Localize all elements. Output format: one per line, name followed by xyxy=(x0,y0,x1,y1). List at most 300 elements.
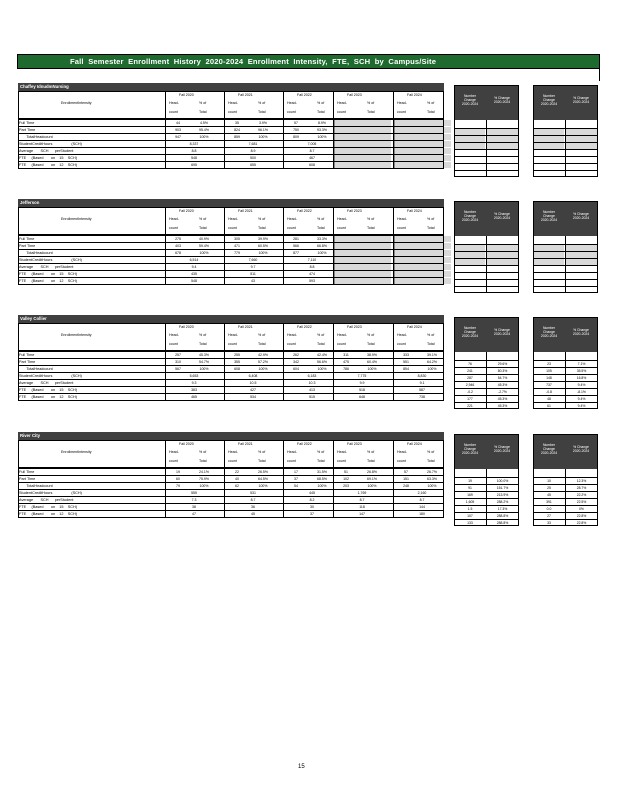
header-line: % Change xyxy=(494,212,510,216)
percent-cell: 100% xyxy=(317,251,327,255)
row-label: FTE (Based on 15 SCH) xyxy=(19,388,78,392)
headcount-cell: 54 xyxy=(294,484,298,488)
pct-change-cell: -8.1% xyxy=(577,390,586,394)
headcount-header: count xyxy=(287,226,296,230)
headcount-header: Head- xyxy=(397,450,407,454)
headcount-cell: 102 xyxy=(343,477,349,481)
value-cell: 8.8 xyxy=(191,149,197,153)
row-label: FTE (Based on 12 SCH) xyxy=(19,395,78,399)
headcount-header: Head- xyxy=(169,333,179,337)
headcount-cell: 203 xyxy=(343,484,349,488)
change-divider xyxy=(565,469,566,525)
value-cell: 8.9 xyxy=(250,149,256,153)
change-divider xyxy=(486,352,487,408)
column-divider xyxy=(333,323,334,400)
pct-header: % of xyxy=(199,333,207,337)
number-change-cell: 27 xyxy=(547,514,551,518)
header-line: Number xyxy=(463,326,477,330)
value-cell: 467 xyxy=(309,156,315,160)
headcount-header: count xyxy=(287,342,296,346)
row-label: Part Time xyxy=(19,244,36,248)
header-line: Number xyxy=(463,443,477,447)
headcount-header: Head- xyxy=(397,217,407,221)
change-panel xyxy=(533,85,598,177)
pct-change-cell: 22.2% xyxy=(576,493,587,497)
pct-header: % of xyxy=(317,333,325,337)
headcount-header: Head- xyxy=(228,101,238,105)
headcount-cell: 854 xyxy=(403,367,409,371)
header-line: Change xyxy=(464,214,476,218)
pct-header: Total xyxy=(317,459,325,463)
value-cell: 10.3 xyxy=(308,381,316,385)
year-label: 2022 xyxy=(302,209,312,213)
row-label: Part Time xyxy=(19,360,36,364)
pct-header: Total xyxy=(258,110,266,114)
pct-header: % of xyxy=(427,101,435,105)
pct-change-cell: 288.2% xyxy=(496,500,509,504)
column-divider xyxy=(333,91,334,168)
percent-cell: 64.5% xyxy=(258,477,268,481)
headcount-header: Head- xyxy=(228,450,238,454)
row-label: TotalHeadcount xyxy=(19,135,53,139)
value-cell: 7,005 xyxy=(307,142,317,146)
change-header xyxy=(534,435,597,469)
pct-header: Total xyxy=(317,110,325,114)
header-line: Change xyxy=(464,98,476,102)
campus-name: Chaffey IdnudmNursing xyxy=(18,83,444,91)
campus-block xyxy=(18,83,444,193)
number-change-cell: 177 xyxy=(467,397,473,401)
pct-header: Total xyxy=(427,110,435,114)
header-line: % Change xyxy=(573,328,589,332)
year-label: 2022 xyxy=(302,442,312,446)
year-label: 2022 xyxy=(302,93,312,97)
pct-header: % of xyxy=(317,217,325,221)
headcount-cell: 877 xyxy=(293,251,299,255)
value-cell: 648 xyxy=(359,395,365,399)
pct-change-cell: 100.0% xyxy=(496,479,509,483)
pct-header: % of xyxy=(367,450,375,454)
change-panel xyxy=(533,317,598,409)
year-label: 2023 xyxy=(352,325,362,329)
header-line: 2020-2024 xyxy=(461,451,479,455)
headcount-cell: 311 xyxy=(343,353,349,357)
year-label: 2023 xyxy=(352,442,362,446)
headcount-header: Head- xyxy=(287,101,297,105)
value-cell: 8.7 xyxy=(359,498,365,502)
campus-block xyxy=(18,315,444,425)
number-change-cell: 33 xyxy=(547,521,551,525)
fall-label: Fall xyxy=(179,93,185,97)
pct-header: % of xyxy=(258,217,266,221)
value-cell: 2,160 xyxy=(417,491,427,495)
value-cell: 9.9 xyxy=(359,381,365,385)
year-label: 2020 xyxy=(184,442,194,446)
percent-cell: 59.4% xyxy=(199,244,209,248)
value-cell: 8.7 xyxy=(419,498,425,502)
headcount-header: Head- xyxy=(287,217,297,221)
value-cell: 147 xyxy=(359,512,365,516)
header-line: 2020-2024 xyxy=(493,332,511,336)
column-divider xyxy=(393,91,394,168)
campus-name: Valley Collier xyxy=(18,315,444,323)
value-cell: 8.8 xyxy=(309,265,315,269)
headcount-cell: 403 xyxy=(175,244,181,248)
row-label: StudentCreditHours (SCH) xyxy=(19,491,82,495)
headcount-header: Head- xyxy=(169,101,179,105)
number-change-header xyxy=(456,210,484,222)
pct-change-cell: 22.5% xyxy=(576,500,587,504)
fall-label: Fall xyxy=(238,93,244,97)
value-cell: 7,775 xyxy=(357,374,367,378)
percent-cell: 100% xyxy=(427,484,437,488)
value-cell: 534 xyxy=(250,395,256,399)
percent-cell: 24.1% xyxy=(199,470,209,474)
pct-header: % of xyxy=(427,450,435,454)
headcount-header: Head- xyxy=(337,101,347,105)
row-label: Average SCH perStudent xyxy=(19,149,74,153)
percent-cell: 39.9% xyxy=(258,237,268,241)
percent-cell: 39.1% xyxy=(427,353,437,357)
column-divider xyxy=(224,91,225,168)
header-line: 2020-2024 xyxy=(572,100,590,104)
pct-header: Total xyxy=(367,110,375,114)
value-cell: 7,681 xyxy=(248,142,258,146)
value-cell: 180 xyxy=(419,512,425,516)
number-change-cell: -0.2 xyxy=(467,390,473,394)
pct-change-header xyxy=(486,96,518,104)
percent-cell: 100% xyxy=(317,367,327,371)
value-cell: 30 xyxy=(310,505,314,509)
change-panel xyxy=(454,317,519,409)
column-divider xyxy=(165,207,166,284)
headcount-cell: 310 xyxy=(175,360,181,364)
pct-change-header xyxy=(486,328,518,336)
pct-header: Total xyxy=(199,110,207,114)
headcount-header: count xyxy=(337,110,346,114)
number-change-cell: 61 xyxy=(547,404,551,408)
percent-cell: 96.1% xyxy=(258,128,268,132)
headcount-cell: 355 xyxy=(234,360,240,364)
pct-header: Total xyxy=(199,459,207,463)
number-change-cell: 105 xyxy=(546,369,552,373)
column-divider xyxy=(283,440,284,517)
pct-header: Total xyxy=(427,226,435,230)
change-panel xyxy=(533,201,598,293)
table-frame xyxy=(18,440,444,518)
value-cell: 8,337 xyxy=(189,142,199,146)
percent-cell: 100% xyxy=(367,367,377,371)
number-change-cell: 287 xyxy=(467,376,473,380)
percent-cell: 26.8% xyxy=(367,470,377,474)
pct-change-cell: 54.7% xyxy=(497,376,508,380)
fall-label: Fall xyxy=(347,325,353,329)
value-cell: 6,514 xyxy=(189,258,199,262)
headcount-header: count xyxy=(287,110,296,114)
pct-header: Total xyxy=(199,226,207,230)
number-change-header xyxy=(535,210,563,222)
headcount-cell: 262 xyxy=(293,353,299,357)
column-divider xyxy=(283,207,284,284)
headcount-cell: 305 xyxy=(234,237,240,241)
headcount-cell: 151 xyxy=(403,477,409,481)
year-label: 2021 xyxy=(243,93,253,97)
percent-cell: 100% xyxy=(258,367,268,371)
header-line: % Change xyxy=(494,96,510,100)
change-divider xyxy=(486,120,487,176)
number-change-cell: 107 xyxy=(467,514,473,518)
headcount-header: Head- xyxy=(337,333,347,337)
change-header xyxy=(534,318,597,352)
value-cell: 6,408 xyxy=(248,374,258,378)
headcount-header: Head- xyxy=(169,217,179,221)
fall-label: Fall xyxy=(179,325,185,329)
headcount-cell: 903 xyxy=(175,128,181,132)
headcount-cell: 342 xyxy=(293,360,299,364)
number-change-cell: 76 xyxy=(468,362,472,366)
value-cell: 427 xyxy=(250,388,256,392)
intensity-label: EnrollmentIntensity xyxy=(61,101,92,105)
value-cell: 608 xyxy=(309,163,315,167)
fall-label: Fall xyxy=(407,209,413,213)
headcount-header: count xyxy=(337,342,346,346)
row-label: StudentCreditHours (SCH) xyxy=(19,258,82,262)
campus-block xyxy=(18,432,444,542)
headcount-header: Head- xyxy=(397,333,407,337)
headcount-cell: 566 xyxy=(293,244,299,248)
percent-cell: 3.9% xyxy=(259,121,267,125)
percent-cell: 100% xyxy=(367,484,377,488)
row-label: Full Time xyxy=(19,121,35,125)
fall-label: Fall xyxy=(179,442,185,446)
change-divider xyxy=(486,469,487,525)
change-panel xyxy=(533,434,598,526)
headcount-cell: 57 xyxy=(294,121,298,125)
headcount-cell: 37 xyxy=(294,477,298,481)
value-cell: 43 xyxy=(251,279,255,283)
value-cell: 9.1 xyxy=(419,381,425,385)
row-label: FTE (Based on 12 SCH) xyxy=(19,512,78,516)
fall-label: Fall xyxy=(297,209,303,213)
value-cell: 445 xyxy=(309,491,315,495)
value-cell: 511 xyxy=(250,272,256,276)
change-panel xyxy=(454,85,519,177)
pct-change-cell: 45.3% xyxy=(497,404,508,408)
table-frame xyxy=(18,207,444,285)
change-header xyxy=(455,435,518,469)
percent-cell: 100% xyxy=(258,135,268,139)
row-label: Full Time xyxy=(19,353,35,357)
value-cell: 655 xyxy=(250,163,256,167)
row-label: StudentCreditHours (SCH) xyxy=(19,374,82,378)
row-label: FTE (Based on 12 SCH) xyxy=(19,163,78,167)
pct-change-cell: 288.8% xyxy=(496,521,509,525)
header-line: Change xyxy=(464,447,476,451)
value-cell: 9.7 xyxy=(250,265,256,269)
header-line: % Change xyxy=(573,445,589,449)
headcount-header: Head- xyxy=(228,217,238,221)
pct-change-header xyxy=(565,212,597,220)
header-line: Change xyxy=(543,447,555,451)
pct-change-header xyxy=(565,328,597,336)
page-number: 15 xyxy=(298,764,305,770)
value-cell: 593 xyxy=(309,279,315,283)
table-frame xyxy=(18,91,444,169)
pct-change-cell: 22.8% xyxy=(576,521,587,525)
value-cell: 383 xyxy=(191,388,197,392)
value-cell: 518 xyxy=(359,388,365,392)
value-cell: 6,183 xyxy=(307,374,317,378)
fall-label: Fall xyxy=(238,442,244,446)
headcount-cell: 79 xyxy=(176,484,180,488)
pct-header: Total xyxy=(258,459,266,463)
value-cell: 118 xyxy=(359,505,365,509)
headcount-header: count xyxy=(337,459,346,463)
headcount-cell: 22 xyxy=(235,470,239,474)
year-label: 2021 xyxy=(243,325,253,329)
percent-cell: 60.5% xyxy=(258,244,268,248)
headcount-cell: 678 xyxy=(175,251,181,255)
year-label: 2021 xyxy=(243,209,253,213)
headcount-header: Head- xyxy=(287,333,297,337)
number-change-header xyxy=(535,94,563,106)
headcount-header: count xyxy=(228,459,237,463)
header-line: Number xyxy=(542,210,556,214)
column-divider xyxy=(393,440,394,517)
pct-header: Total xyxy=(427,459,435,463)
value-cell: 8.7 xyxy=(250,498,256,502)
pct-change-cell: 45.3% xyxy=(497,383,508,387)
headcount-cell: 809 xyxy=(293,135,299,139)
value-cell: 8.7 xyxy=(309,149,315,153)
header-line: 2020-2024 xyxy=(572,216,590,220)
percent-cell: 93.3% xyxy=(317,128,327,132)
pct-header: Total xyxy=(367,226,375,230)
pct-header: Total xyxy=(367,459,375,463)
year-label: 2023 xyxy=(352,93,362,97)
header-line: Number xyxy=(542,94,556,98)
pct-change-header xyxy=(486,212,518,220)
headcount-cell: 40 xyxy=(235,477,239,481)
change-header xyxy=(455,318,518,352)
header-line: 2020-2024 xyxy=(540,451,558,455)
change-header xyxy=(455,202,518,236)
header-line: 2020-2024 xyxy=(540,102,558,106)
headcount-cell: 333 xyxy=(403,353,409,357)
header-line: Change xyxy=(543,330,555,334)
pct-header: % of xyxy=(317,101,325,105)
row-label: Average SCH perStudent xyxy=(19,265,74,269)
percent-cell: 95.4% xyxy=(199,128,209,132)
headcount-cell: 19 xyxy=(176,470,180,474)
column-divider xyxy=(283,91,284,168)
number-change-header xyxy=(456,326,484,338)
pct-header: Total xyxy=(317,226,325,230)
number-change-cell: 133 xyxy=(467,521,473,525)
value-cell: 7,660 xyxy=(248,258,258,262)
pct-header: Total xyxy=(367,342,375,346)
column-divider xyxy=(165,323,166,400)
pct-change-cell: 35.5% xyxy=(576,369,587,373)
pct-change-cell: 9.4% xyxy=(577,404,586,408)
percent-cell: 100% xyxy=(258,251,268,255)
column-divider xyxy=(165,440,166,517)
percent-cell: 69.1% xyxy=(367,477,377,481)
headcount-cell: 51 xyxy=(344,470,348,474)
change-header xyxy=(455,86,518,120)
change-divider xyxy=(565,236,566,292)
value-cell: 1,769 xyxy=(357,491,367,495)
percent-cell: 68.5% xyxy=(317,477,327,481)
headcount-cell: 859 xyxy=(234,135,240,139)
value-cell: 9.3 xyxy=(191,381,197,385)
headcount-cell: 257 xyxy=(175,353,181,357)
headcount-header: Head- xyxy=(169,450,179,454)
pct-change-header xyxy=(486,445,518,453)
value-cell: 47 xyxy=(192,512,196,516)
value-cell: 10.5 xyxy=(249,381,257,385)
headcount-header: count xyxy=(397,459,406,463)
percent-cell: 60.4% xyxy=(367,360,377,364)
number-change-cell: 48 xyxy=(547,397,551,401)
percent-cell: 26.7% xyxy=(427,470,437,474)
pct-change-cell: 0% xyxy=(579,507,584,511)
table-frame xyxy=(18,323,444,401)
percent-cell: 42.4% xyxy=(317,353,327,357)
percent-cell: 100% xyxy=(427,367,437,371)
value-cell: 531 xyxy=(250,491,256,495)
column-divider xyxy=(393,207,394,284)
pct-change-cell: 17.3% xyxy=(497,507,508,511)
header-line: Number xyxy=(542,443,556,447)
fall-label: Fall xyxy=(238,209,244,213)
headcount-header: count xyxy=(397,226,406,230)
number-change-cell: 91 xyxy=(468,486,472,490)
headcount-header: count xyxy=(169,342,178,346)
pct-header: % of xyxy=(199,450,207,454)
title-divider xyxy=(597,69,600,81)
percent-cell: 100% xyxy=(199,367,209,371)
percent-cell: 100% xyxy=(317,135,327,139)
pct-change-cell: 22.8% xyxy=(576,514,587,518)
header-line: 2020-2024 xyxy=(461,334,479,338)
percent-cell: 56.6% xyxy=(317,360,327,364)
headcount-cell: 17 xyxy=(294,470,298,474)
headcount-cell: 35 xyxy=(235,121,239,125)
pct-change-cell: 9.4% xyxy=(577,383,586,387)
number-change-cell: 25 xyxy=(547,486,551,490)
fall-label: Fall xyxy=(347,93,353,97)
headcount-cell: 60 xyxy=(176,477,180,481)
pct-header: Total xyxy=(317,342,325,346)
header-line: 2020-2024 xyxy=(572,332,590,336)
pct-change-cell: 16.8% xyxy=(576,376,587,380)
row-label: Full Time xyxy=(19,470,35,474)
column-divider xyxy=(393,323,394,400)
year-label: 2023 xyxy=(352,209,362,213)
headcount-cell: 947 xyxy=(175,135,181,139)
header-line: Change xyxy=(543,98,555,102)
number-change-cell: 19 xyxy=(468,479,472,483)
report-title: Fall Semester Enrollment History 2020-2024 Enrollment Intensity, FTE, SCH by Campus/Site xyxy=(70,57,437,66)
header-line: Change xyxy=(464,330,476,334)
header-line: 2020-2024 xyxy=(461,218,479,222)
pct-header: % of xyxy=(258,101,266,105)
column-divider xyxy=(224,440,225,517)
pct-header: % of xyxy=(367,217,375,221)
intensity-label: EnrollmentIntensity xyxy=(61,333,92,337)
pct-header: Total xyxy=(427,342,435,346)
